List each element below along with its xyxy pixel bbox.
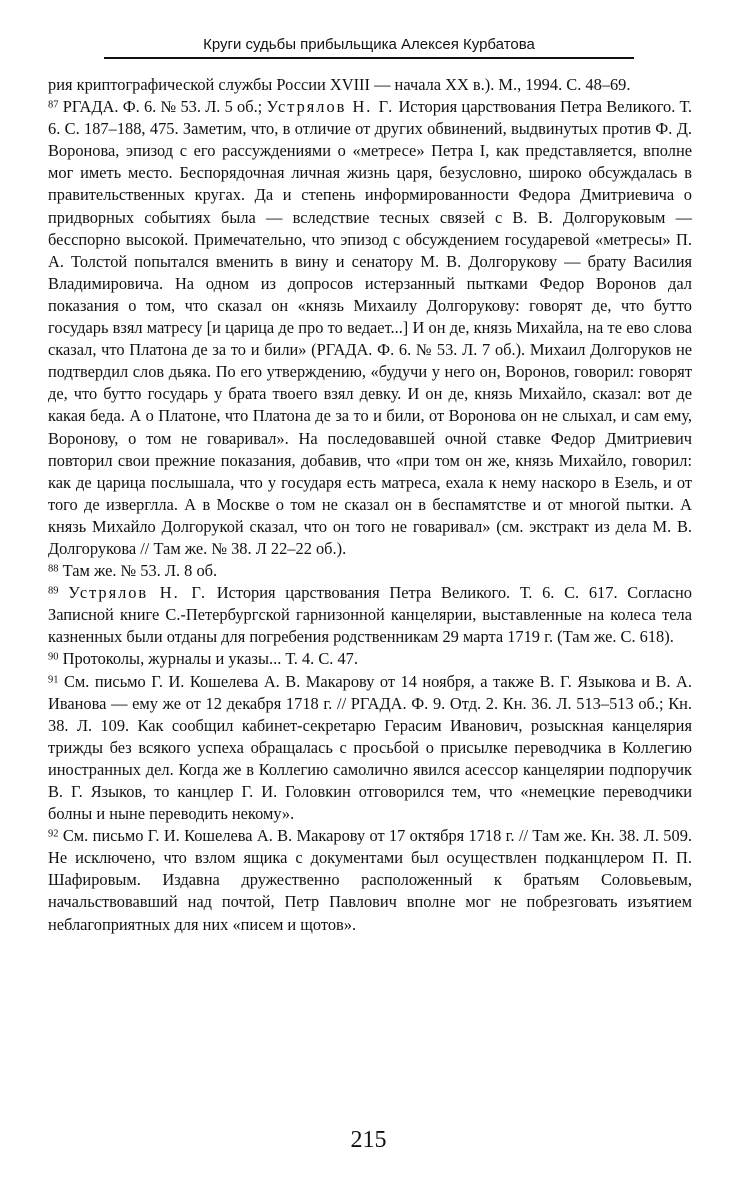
footnote-number: 87 [48, 99, 59, 111]
footnote-text: См. письмо Г. И. Кошелева А. В. Макарову от 17 октября 1718 г. // Там же. Кн. 38. Л. 509. Не исключено, что взлом ящика с документами был осуществлен подканцлером П. П. Шафировым. Издавна дружественно расположенный к братьям Соловьевым, начальствовавший над почтой, Петр Павлович вполне мог не побрезговать изъятием неблагоприятных для них «писем и щотов». [48, 826, 692, 934]
footnotes-body [48, 74, 692, 936]
footnote-number: 88 [48, 563, 59, 575]
footnote-87 [48, 96, 692, 560]
footnote-89 [48, 582, 692, 648]
footnote-90 [48, 648, 692, 670]
footnote-88 [48, 560, 692, 582]
page-number: 215 [350, 1127, 387, 1153]
footnote-91 [48, 671, 692, 826]
running-header: Круги судьбы прибыльщика Алексея Курбатова [104, 33, 634, 59]
footnote-number: 92 [48, 828, 59, 840]
footnote-text: Протоколы, журналы и указы... Т. 4. С. 47. [62, 649, 358, 669]
footnote-text: рия криптографической службы России XVIII — начала XX в.). М., 1994. С. 48–69. [48, 75, 631, 94]
footnote-number: 91 [48, 673, 59, 685]
footnote-author: Устрялов Н. Г. [68, 583, 208, 603]
footnote-92 [48, 825, 692, 935]
footnote-number: 89 [48, 585, 59, 597]
footnote-text: История царствования Петра Великого. Т. 6. С. 187–188, 475. Заметим, что, в отличие от других обвинений, выдвинутых против Ф. Д. Воронова, эпизод с его рассуждениями о «метресе» Петра I, как представляется, вполне мог иметь место. Беспорядочная личная жизнь царя, безусловно, широко обсуждалась в правительственных кругах. Да и степень информированности Федора Дмитриевича о придворных событиях была — вследствие тесных связей с В. В. Долгоруковым — бесспорно высокой. Примечательно, что эпизод с обсуждением государевой «метресы» П. А. Толстой попытался вменить в вину и сенатору М. В. Долгорукову — брату Василия Владимировича. На одном из допросов истерзанный пытками Федор Воронов дал показания о том, что сказал он «князь Михаилу Долгорукову: говорят де, что бутто государь взял матресу [и царица де про то ведает...] И он де, князь Михайла, на те ево слова сказал, что Платона де за то и били» (РГАДА. Ф. 6. № 53. Л. 7 об.). Михаил Долгоруков не подтвердил слов дьяка. По его утверждению, «будучи у него он, Воронов, говорил: говорят де, что бутто государь у брата твоего взял девку. И он де, князь Михайло, сказал: вот де какая беда. А о Платоне, что Платона де за то и били, от Воронова он не слыхал, и сам ему, Воронову, о том не говаривал». На последовавшей очной ставке Федор Дмитриевич повторил свои прежние показания, добавив, что «при том он же, князь Михайло, говорил: как де царица послышала, что у государя есть матреса, ехала к нему наскоро в Езель, и от того де изверглла. А в Москве о том не сказал он в беспамятстве и от многой пытки. А князь Михайло Долгорукой сказал, что он того не говаривал» (см. экстракт из дела М. В. Долгорукова // Там же. № 38. Л 22–22 об.). [48, 97, 692, 558]
footnote-text: См. письмо Г. И. Кошелева А. В. Макарову от 14 ноября, а также В. Г. Языкова и В. А. Иванова — ему же от 12 декабря 1718 г. // РГАДА. Ф. 9. Отд. 2. Кн. 36. Л. 513–513 об.; Кн. 38. Л. 109. Как сообщил кабинет-секретарю Герасим Иванович, розыскная канцелярия трижды без всякого успеха обращалась с просьбой о присылке переводчика в Коллегию иностранных дел. Когда же в Коллегию самолично явился асессор канцелярии подпоручик В. Г. Языков, то канцлер Г. И. Головкин отговорился тем, что «немецкие переводчики болны и ныне переводить некому». [48, 671, 692, 824]
footnote-author: Устрялов Н. Г. [266, 97, 395, 117]
footnote-continued [48, 74, 692, 96]
footnote-text: История царствования Петра Великого. Т. 6. С. 617. Согласно Записной книге С.-Петербургской гарнизонной канцелярии, выставленные на колеса тела казненных были отданы для погребения родственникам 29 марта 1719 г. (Там же. С. 618). [48, 583, 692, 647]
footnote-prefix: РГАДА. Ф. 6. № 53. Л. 5 об.; [62, 97, 267, 117]
footnote-number: 90 [48, 651, 59, 663]
footnote-text: Там же. № 53. Л. 8 об. [62, 561, 218, 581]
